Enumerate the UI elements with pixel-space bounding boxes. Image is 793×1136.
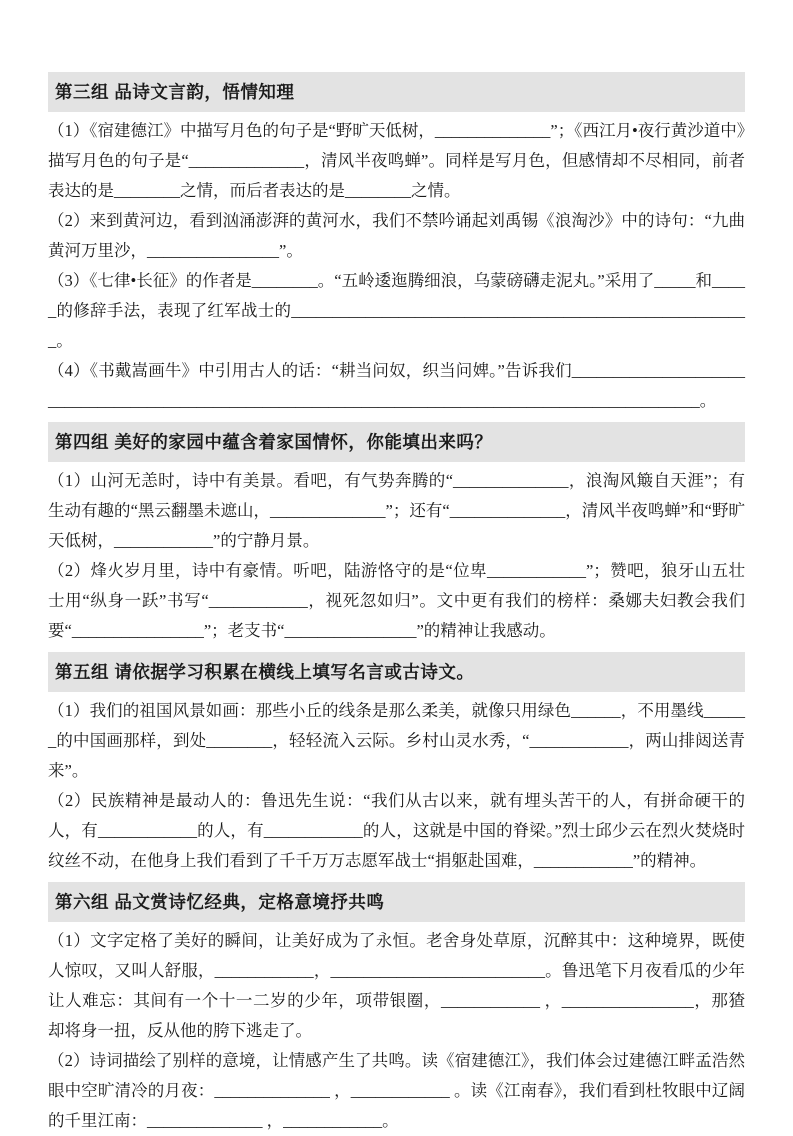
question-paragraph: （4）《书戴嵩画牛》中引用古人的话：“耕当问奴，织当问婢。”告诉我们____________________________________________________________________________________________________。	[48, 361, 745, 410]
section-header-group-6: 第六组 品文赏诗忆经典，定格意境抒共鸣	[48, 882, 745, 922]
question-paragraph: （2）民族精神是最动人的：鲁迅先生说：“我们从古以来，就有埋头苦干的人，有拼命硬干的人，有____________的人，有____________的人，这就是中国的脊梁。”烈士邱少云在烈火焚烧时纹丝不动，在他身上我们看到了千千万万志愿军战士“捐躯赴国难，____________”的精神。	[48, 791, 745, 870]
section-header-group-3: 第三组 品诗文言韵，悟情知理	[48, 72, 745, 112]
question-paragraph: （1）文字定格了美好的瞬间，让美好成为了永恒。老舍身处草原，沉醉其中：这种境界，既使人惊叹，又叫人舒服，____________，__________________________。鲁迅笔下月夜看瓜的少年让人难忘：其间有一个十一二岁的少年，项带银圈，____________ ，________________，那猹却将身一扭，反从他的胯下逃走了。	[48, 931, 745, 1040]
section-group-5	[48, 652, 745, 876]
question-paragraph: （3）《七律•长征》的作者是________。“五岭逶迤腾细浪，乌蒙磅礴走泥丸。”采用了_____和_____的修辞手法，表现了红军战士的________________________________________________________。	[48, 271, 745, 350]
question-paragraph: （1）《宿建德江》中描写月色的句子是“野旷天低树，______________”；《西江月•夜行黄沙道中》描写月色的句子是“______________，清风半夜鸣蝉”。同样是写月色，但感情却不尽相同，前者表达的是________之情，而后者表达的是________之情。	[48, 121, 745, 200]
section-group-3	[48, 72, 745, 416]
question-paragraph: （1）我们的祖国风景如画：那些小丘的线条是那么柔美，就像只用绿色______，不用墨线______的中国画那样，到处________，轻轻流入云际。乡村山灵水秀，“____________，两山排闼送青来”。	[48, 701, 745, 780]
question-paragraph: （1）山河无恙时，诗中有美景。看吧，有气势奔腾的“______________，浪淘风簸自天涯”；有生动有趣的“黑云翻墨未遮山，______________”；还有“______________，清风半夜鸣蝉”和“野旷天低树，____________”的宁静月景。	[48, 471, 745, 550]
section-group-4	[48, 422, 745, 646]
question-paragraph: （2）烽火岁月里，诗中有豪情。听吧，陆游恪守的是“位卑____________”；赞吧，狼牙山五壮士用“纵身一跃”书写“____________，视死忽如归”。文中更有我们的榜样：桑娜夫妇教会我们要“________________”；老支书“________________”的精神让我感动。	[48, 561, 745, 640]
section-header-group-4: 第四组 美好的家园中蕴含着家国情怀，你能填出来吗？	[48, 422, 745, 462]
question-paragraph: （2）诗词描绘了别样的意境，让情感产生了共鸣。读《宿建德江》，我们体会过建德江畔孟浩然眼中空旷清冷的月夜：______________ ，____________ 。读《江南春》，我们看到杜牧眼中辽阔的千里江南：______________ ，____________。	[48, 1051, 745, 1130]
question-paragraph: （2）来到黄河边，看到汹涌澎湃的黄河水，我们不禁吟诵起刘禹锡《浪淘沙》中的诗句：“九曲黄河万里沙，________________”。	[48, 211, 745, 260]
section-header-group-5: 第五组 请依据学习积累在横线上填写名言或古诗文。	[48, 652, 745, 692]
section-group-6	[48, 882, 745, 1136]
